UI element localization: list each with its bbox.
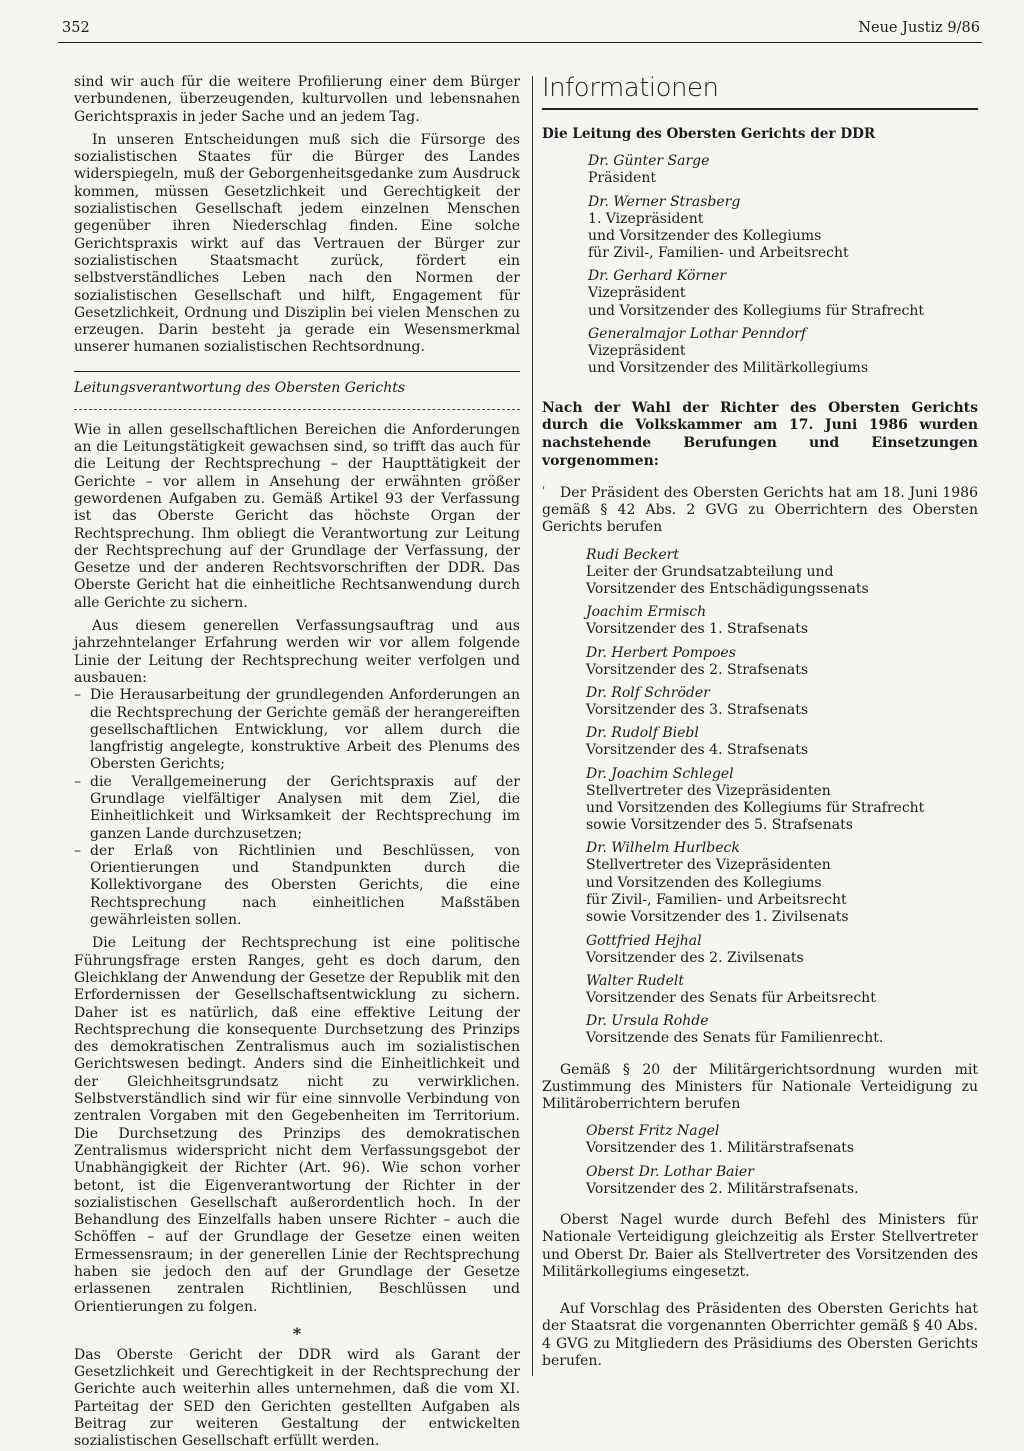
- paragraph: Gemäß § 20 der Militärgerichtsordnung wurden mit Zustimmung des Ministers für Nationale Verteidigung zu Militäroberrichtern berufen: [542, 1061, 978, 1113]
- judges-list: [586, 547, 978, 1048]
- person-role: für Zivil-, Familien- und Arbeitsrecht: [586, 892, 847, 909]
- person-name: Dr. Gerhard Körner: [588, 268, 727, 285]
- column-divider: [532, 76, 533, 1376]
- person-role: sowie Vorsitzender des 5. Strafsenats: [586, 817, 853, 834]
- person-role: 1. Vizepräsident: [588, 210, 704, 227]
- person-role: Vorsitzender des 3. Strafsenats: [586, 701, 809, 718]
- person-name: Joachim Ermisch: [586, 604, 707, 621]
- person-name: Dr. Ursula Rohde: [586, 1013, 709, 1030]
- person-name: Dr. Rolf Schröder: [586, 684, 710, 701]
- section-separator: *: [292, 1323, 302, 1343]
- leadership-list: [588, 153, 978, 377]
- person-role: und Vorsitzender des Kollegiums: [588, 227, 822, 244]
- person-name: Oberst Dr. Lothar Baier: [586, 1163, 754, 1180]
- person-role: Vizepräsident: [588, 285, 686, 302]
- person-role: Vorsitzender des 2. Militärstrafsenats.: [586, 1180, 859, 1197]
- person-role: Präsident: [588, 170, 657, 187]
- paragraph: ' Der Präsident des Obersten Gerichts hat am 18. Juni 1986 gemäß § 42 Abs. 2 GVG zu Oberrichtern des Obersten Gerichts berufen: [542, 485, 978, 537]
- list-item: – Die Herausarbeitung der grundlegenden Anforderungen an die Rechtsprechung der Gerichte gemäß der herangereiften gesellschaftlichen Entwicklung, vor allem durch die langfristig angelegte, konstruktive Arbeit des Plenums des Obersten Gerichts;: [74, 687, 520, 773]
- list-item: [586, 685, 978, 719]
- person-role: und Vorsitzender des Kollegiums für Strafrecht: [588, 302, 924, 319]
- person-role: Vorsitzender des 2. Strafsenats: [586, 661, 809, 678]
- leadership-heading: Die Leitung des Obersten Gerichts der DDR: [542, 126, 876, 142]
- person-role: Leiter der Grundsatzabteilung und: [586, 563, 834, 580]
- paragraph: sind wir auch für die weitere Profilierung einer dem Bürger verbundenen, überzeugenden, kulturvollen und lebensnahen Gerichtspraxis in jeder Sache und an jedem Tag.: [74, 74, 520, 125]
- list-item: [586, 725, 978, 759]
- section-title: Informationen: [542, 72, 978, 110]
- person-role: Vorsitzender des 1. Militärstrafsenats: [586, 1140, 855, 1157]
- list-item: – die Verallgemeinerung der Gerichtspraxis auf der Grundlage vielfältiger Analysen mit dem Ziel, die Einheitlichkeit und Wirksamkeit der Rechtsprechung im ganzen Lande durchzusetzen;: [74, 774, 520, 843]
- bullet-list: [74, 687, 520, 929]
- right-column: [542, 74, 978, 1370]
- person-name: Generalmajor Lothar Penndorf: [588, 326, 807, 343]
- list-item: [586, 604, 978, 638]
- list-item: [586, 547, 978, 599]
- military-judges-list: [586, 1123, 978, 1198]
- list-item: [586, 933, 978, 967]
- paragraph: Aus diesem generellen Verfassungsauftrag und aus jahrzehntelanger Erfahrung werden wir vor allem folgende Linie der Leitung der Rechtsprechung weiter verfolgen und ausbauen:: [74, 618, 520, 686]
- list-item: [586, 1123, 978, 1157]
- person-role: Vorsitzende des Senats für Familienrecht.: [586, 1030, 884, 1047]
- person-role: und Vorsitzender des Militärkollegiums: [588, 360, 869, 377]
- person-role: Vizepräsident: [588, 343, 686, 360]
- list-item: – der Erlaß von Richtlinien und Beschlüssen, von Orientierungen und Standpunkten durch die Kollektivorgane des Obersten Gerichts, die eine Rechtsprechung nach einheitlichen Maßstäben gewährleisten sollen.: [74, 843, 520, 929]
- paragraph: Auf Vorschlag des Präsidenten des Obersten Gerichts hat der Staatsrat die vorgenannten Oberrichter gemäß § 40 Abs. 4 GVG zu Mitgliedern des Präsidiums des Obersten Gerichts berufen.: [542, 1301, 978, 1370]
- person-name: Oberst Fritz Nagel: [586, 1123, 720, 1140]
- list-item: [588, 326, 978, 378]
- person-role: Stellvertreter des Vizepräsidenten: [586, 782, 831, 799]
- person-name: Dr. Rudolf Biebl: [586, 725, 699, 742]
- list-item: [586, 1164, 978, 1198]
- section-body: [74, 422, 520, 1451]
- person-name: Dr. Werner Strasberg: [588, 193, 741, 210]
- running-header: [58, 18, 982, 43]
- person-name: Gottfried Hejhal: [586, 932, 702, 949]
- page-number: 352: [62, 20, 90, 36]
- list-item: [588, 268, 978, 320]
- person-role: und Vorsitzenden des Kollegiums für Strafrecht: [586, 799, 925, 816]
- paragraph: In unseren Entscheidungen muß sich die Fürsorge des sozialistischen Staates für die Bürger des Landes widerspiegeln, muß der Geborgenheitsgedanke zum Ausdruck kommen, müssen Gesetzlichkeit und Gerechtigkeit der sozialistischen Gesellschaft jedem einzelnen Menschen gegenüber ihren Niederschlag finden. Eine solche Gerichtspraxis wirkt auf das Vertrauen der Bürger zur sozialistischen Staatsmacht zurück, fördert ein selbstverständliches Leben nach den Normen der sozialistischen Gesellschaft und hilft, Engagement für Gesetzlichkeit, Ordnung und Disziplin bei vielen Menschen zu erzeugen. Darin besteht ja gerade ein Wesensmerkmal unserer humanen sozialistischen Rechtsordnung.: [74, 131, 520, 356]
- paragraph: Das Oberste Gericht der DDR wird als Garant der Gesetzlichkeit und Gerechtigkeit in der Rechtsprechung der Gerichte auch weiterhin alles unternehmen, daß die vom XI. Parteitag der SED den Gerichten gestellten Aufgaben als Beitrag zur weiteren Gestaltung der entwickelten sozialistischen Gesellschaft erfüllt werden.: [74, 1346, 520, 1450]
- list-item: [586, 840, 978, 926]
- list-item: [586, 1013, 978, 1047]
- paragraph: Die Leitung der Rechtsprechung ist eine politische Führungsfrage ersten Ranges, geht es doch darum, den Gleichklang der Anwendung der Gesetze der Republik mit den Erfordernissen der Gesellschaftsentwicklung zu sichern. Daher ist es natürlich, daß eine effektive Leitung der Rechtsprechung die konsequente Durchsetzung des Prinzips des demokratischen Zentralismus auch im sozialistischen Gerichtswesen bedingt. Anders sind die Einheitlichkeit und der Gleichheitsgrundsatz nicht zu verwirklichen. Selbstverständlich sind wir für eine sinnvolle Verbindung von zentralen Vorgaben mit den Gegebenheiten im Territorium. Die Durchsetzung des Prinzips des demokratischen Zentralismus widerspricht nicht dem Verfassungsgebot der Unabhängigkeit der Richter (Art. 96). Wie schon vorher betont, ist die Eigenverantwortung der Richter in der sozialistischen Gesellschaft außerordentlich hoch. In der Behandlung des Einzelfalls haben unsere Richter – auch die Schöffen – auf der Grundlage der Gesetze einen weiten Ermessensraum; in der generellen Linie der Rechtsprechung haben sie jedoch den auf der Grundlage der Gesetze erlassenen zentralen Richtlinien, Beschlüssen und Orientierungen zu folgen.: [74, 935, 520, 1315]
- list-item: [588, 153, 978, 187]
- person-role: Vorsitzender des Entschädigungssenats: [586, 581, 869, 598]
- paragraph: Wie in allen gesellschaftlichen Bereichen die Anforderungen an die Leitungstätigkeit gewachsen sind, so trifft das auch für die Leitung der Rechtsprechung – der Haupttätigkeit der Gerichte – vor allem in Ansehung der erwähnten größer gewordenen Aufgaben zu. Gemäß Artikel 93 der Verfassung ist das Oberste Gericht das höchste Organ der Rechtsprechung. Ihm obliegt die Verantwortung zur Leitung der Rechtsprechung auf der Grundlage der Verfassung, der Gesetze und der anderen Rechtsvorschriften der DDR. Das Oberste Gericht hat die einheitliche Rechtsanwendung durch alle Gerichte zu sichern.: [74, 421, 520, 611]
- person-role: Vorsitzender des 4. Strafsenats: [586, 742, 809, 759]
- list-item: [586, 973, 978, 1007]
- list-item: [586, 645, 978, 679]
- person-role: Vorsitzender des 2. Zivilsenats: [586, 949, 804, 966]
- election-heading: Nach der Wahl der Richter des Obersten Gerichts durch die Volkskammer am 17. Juni 1986 wurden nachstehende Berufungen und Einsetzungen vorgenommen:: [542, 399, 978, 470]
- person-name: Dr. Herbert Pompoes: [586, 644, 736, 661]
- list-item: [586, 766, 978, 835]
- person-role: sowie Vorsitzender des 1. Zivilsenats: [586, 909, 849, 926]
- person-name: Rudi Beckert: [586, 546, 679, 563]
- person-name: Dr. Joachim Schlegel: [586, 765, 734, 782]
- person-role: und Vorsitzenden des Kollegiums: [586, 874, 822, 891]
- person-role: Stellvertreter des Vizepräsidenten: [586, 857, 831, 874]
- person-role: Vorsitzender des Senats für Arbeitsrecht: [586, 989, 876, 1006]
- person-role: Vorsitzender des 1. Strafsenats: [586, 621, 809, 638]
- journal-issue: Neue Justiz 9/86: [858, 20, 980, 36]
- person-name: Dr. Wilhelm Hurlbeck: [586, 840, 740, 857]
- person-name: Walter Rudelt: [586, 972, 684, 989]
- paragraph: Oberst Nagel wurde durch Befehl des Ministers für Nationale Verteidigung gleichzeitig als Erster Stellvertreter und Oberst Dr. Baier als Stellvertreter des Vorsitzenden des Militärkollegiums eingesetzt.: [542, 1211, 978, 1280]
- person-role: für Zivil-, Familien- und Arbeitsrecht: [588, 245, 849, 262]
- list-item: [588, 194, 978, 263]
- subsection-title: Leitungsverantwortung des Obersten Gerichts: [74, 372, 520, 410]
- left-column: [74, 74, 520, 1451]
- person-name: Dr. Günter Sarge: [588, 153, 710, 170]
